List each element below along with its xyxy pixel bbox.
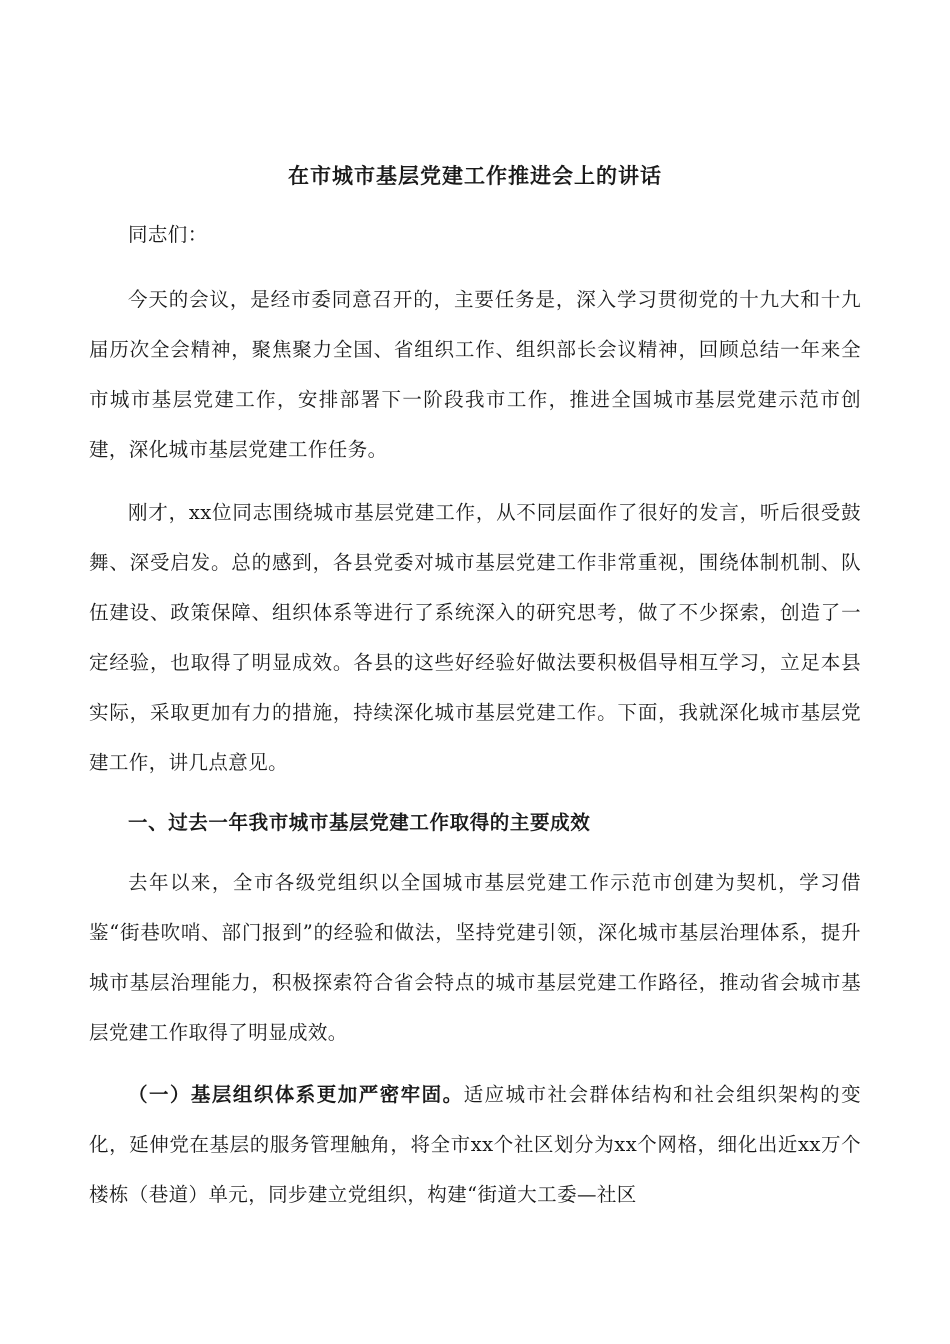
paragraph-meeting-purpose: 今天的会议，是经市委同意召开的，主要任务是，深入学习贯彻党的十九大和十九届历次全会精神，聚焦聚力全国、省组织工作、组织部长会议精神，回顾总结一年来全市城市基层党建工作，安排部署下一阶段我市工作，推进全国城市基层党建示范市创建，深化城市基层党建工作任务。 [89, 288, 861, 461]
section-heading-achievements: 一、过去一年我市城市基层党建工作取得的主要成效 [128, 811, 591, 834]
paragraph-speaker-remarks: 刚才，xx位同志围绕城市基层党建工作，从不同层面作了很好的发言，听后很受鼓舞、深受启发。总的感到，各县党委对城市基层党建工作非常重视，围绕体制机制、队伍建设、政策保障、组织体系等进行了系统深入的研究思考，做了不少探索，创造了一定经验，也取得了明显成效。各县的这些好经验好做法要积极倡导相互学习，立足本县实际，采取更加有力的措施，持续深化城市基层党建工作。下面，我就深化城市基层党建工作，讲几点意见。 [89, 501, 861, 774]
greeting: 同志们： [128, 223, 208, 246]
document-body [89, 156, 861, 1220]
paragraph-organization-system [89, 1070, 861, 1220]
subheading-organization-system: （一）基层组织体系更加严密牢固。 [128, 1083, 464, 1106]
paragraph-achievements-summary: 去年以来，全市各级党组织以全国城市基层党建工作示范市创建为契机，学习借鉴“街巷吹哨、部门报到”的经验和做法，坚持党建引领，深化城市基层治理体系，提升城市基层治理能力，积极探索符合省会特点的城市基层党建工作路径，推动省会城市基层党建工作取得了明显成效。 [89, 871, 861, 1044]
document-title: 在市城市基层党建工作推进会上的讲话 [288, 163, 662, 188]
paragraph-organization-system-text: 适应城市社会群体结构和社会组织架构的变化，延伸党在基层的服务管理触角，将全市xx个社区划分为xx个网格，细化出近xx万个楼栋（巷道）单元，同步建立党组织，构建“街道大工委—社区 [89, 1083, 861, 1206]
